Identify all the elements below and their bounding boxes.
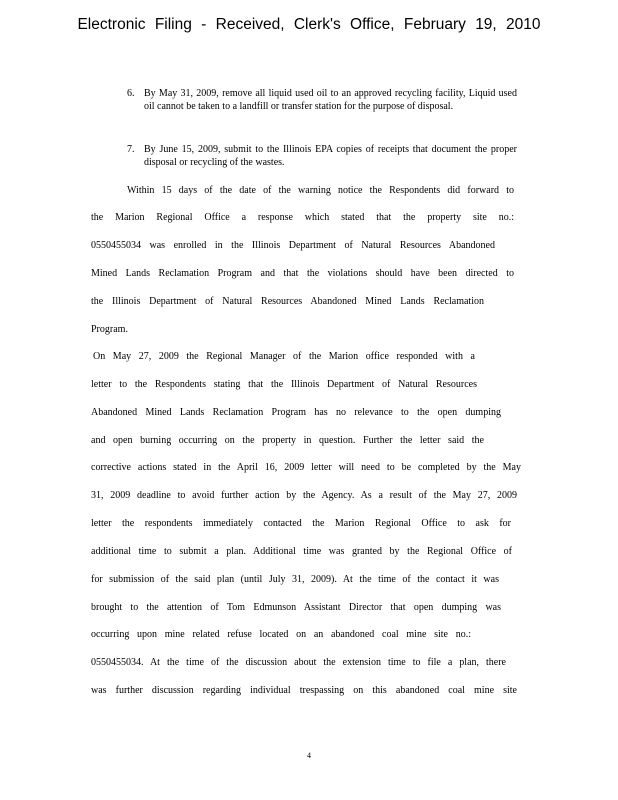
body-line: Mined Lands Reclamation Program and that the violations should have been directed to bbox=[91, 268, 514, 279]
body-line: the Illinois Department of Natural Resources Abandoned Mined Lands Reclamation bbox=[91, 296, 484, 307]
body-line: 31, 2009 deadline to avoid further action by the Agency. As a result of the May 27, 2009 bbox=[91, 490, 517, 501]
numbered-item-7 bbox=[127, 143, 517, 169]
body-line: letter the respondents immediately contacted the Marion Regional Office to ask for bbox=[91, 518, 511, 529]
body-line: occurring upon mine related refuse located on an abandoned coal mine site no.: bbox=[91, 629, 471, 640]
filing-header: Electronic Filing - Received, Clerk's Office, February 19, 2010 bbox=[77, 16, 541, 33]
item-number: 7. bbox=[127, 144, 135, 155]
item-number: 6. bbox=[127, 88, 135, 99]
body-line: 0550455034. At the time of the discussion about the extension time to file a plan, there bbox=[91, 657, 506, 668]
body-line: Abandoned Mined Lands Reclamation Program has no relevance to the open dumping bbox=[91, 407, 501, 418]
numbered-item-6 bbox=[127, 87, 517, 113]
item-text: By May 31, 2009, remove all liquid used oil to an approved recycling facility, Liquid used oil cannot be taken to a landfill or transfer station for the purpose of disposal. bbox=[144, 88, 517, 112]
body-line: letter to the Respondents stating that the Illinois Department of Natural Resources bbox=[91, 379, 477, 390]
body-line: Within 15 days of the date of the warning notice the Respondents did forward to bbox=[127, 185, 514, 196]
body-line: for submission of the said plan (until July 31, 2009). At the time of the contact it was bbox=[91, 574, 499, 585]
body-line: was further discussion regarding individual trespassing on this abandoned coal mine site bbox=[91, 685, 517, 696]
body-line: 0550455034 was enrolled in the Illinois Department of Natural Resources Abandoned bbox=[91, 240, 495, 251]
body-line: and open burning occurring on the property in question. Further the letter said the bbox=[91, 435, 484, 446]
body-line: the Marion Regional Office a response which stated that the property site no.: bbox=[91, 212, 514, 223]
body-line: brought to the attention of Tom Edmunson Assistant Director that open dumping was bbox=[91, 602, 501, 613]
body-line: Program. bbox=[91, 324, 128, 335]
page-number: 4 bbox=[307, 751, 311, 760]
body-line: corrective actions stated in the April 16, 2009 letter will need to be completed by the May bbox=[91, 462, 521, 473]
body-line: additional time to submit a plan. Additional time was granted by the Regional Office of bbox=[91, 546, 512, 557]
item-text: By June 15, 2009, submit to the Illinois EPA copies of receipts that document the proper disposal or recycling of the wastes. bbox=[144, 144, 517, 168]
body-line: On May 27, 2009 the Regional Manager of the Marion office responded with a bbox=[93, 351, 475, 362]
